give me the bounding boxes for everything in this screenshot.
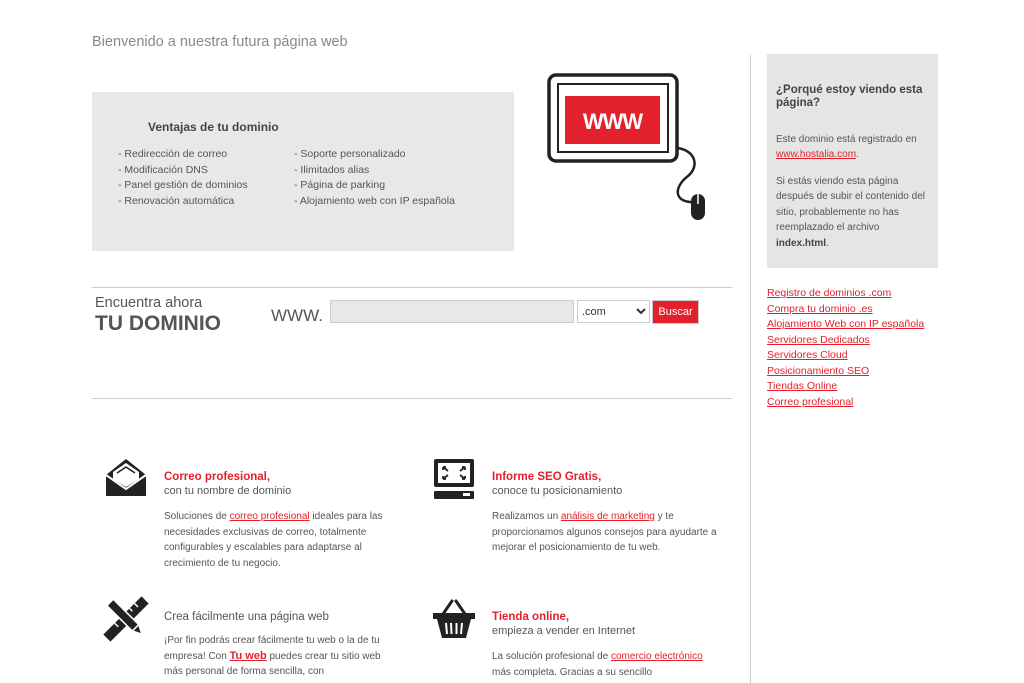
advantage-item: - Modificación DNS [118,163,248,179]
why-info-box [767,54,938,268]
advantage-item: - Alojamiento web con IP española [294,194,455,210]
sidebar-link[interactable]: Correo profesional [767,395,854,408]
welcome-heading: Bienvenido a nuestra futura página web [92,34,348,50]
feature-text: más completa. Gracias a su sencillo [492,666,653,678]
domain-search-input[interactable] [330,300,574,323]
sidebar-link-item [767,364,924,380]
search-headline: TU DOMINIO [95,312,221,335]
feature-text: Realizamos un [492,511,561,522]
feature-seo-title: Informe SEO Gratis, [492,471,602,483]
tld-select[interactable] [577,300,650,323]
sidebar-link[interactable]: Alojamiento Web con IP española [767,318,925,330]
sidebar-link-item [767,348,924,364]
advantage-item: - Renovación automática [118,194,248,210]
sidebar-link[interactable]: Servidores Cloud [767,349,848,361]
divider [92,287,732,288]
seo-link[interactable]: análisis de marketing [560,511,655,522]
why-text: . [856,149,859,160]
search-button[interactable]: Buscar [652,300,699,324]
why-paragraph-registered [776,132,934,162]
sidebar-link[interactable]: Tiendas Online [767,380,838,392]
sidebar-link-item [767,395,924,411]
sidebar-link[interactable]: Posicionamiento SEO [767,364,870,377]
divider [92,398,732,399]
index-file-name: index.html [776,237,827,249]
sidebar-link-item [767,317,924,333]
why-paragraph-index [776,174,934,251]
monitor-www-icon [545,72,705,224]
sidebar-link-item [767,302,924,318]
hostalia-link[interactable]: www.hostalia.com [776,149,857,160]
advantage-item: - Panel gestión de dominios [118,178,248,194]
shopping-basket-icon [431,596,477,642]
feature-shop-subtitle: empieza a vender en Internet [492,625,636,637]
why-text: Si estás viendo esta página después de subir el contenido del sitio, probablemente no has reemplazado el archivo [776,176,925,234]
sidebar-divider [750,55,751,683]
envelope-icon [103,456,149,502]
feature-text: ¡Por fin podrás crear fácilmente tu web o la de tu empresa! Con [164,635,380,662]
ecommerce-link[interactable]: comercio electrónico [610,651,703,662]
seo-monitor-icon [431,456,477,502]
feature-mail-text [164,509,396,571]
tu-web-link[interactable]: Tu web [229,649,267,662]
feature-text: puedes crear tu sitio web más personal de forma sencilla, con [164,650,381,677]
sidebar-link[interactable]: Servidores Dedicados [767,333,870,346]
advantages-title: Ventajas de tu dominio [148,120,279,134]
sidebar-links [767,286,924,410]
sidebar-link-item [767,379,924,395]
pencil-ruler-icon [103,596,149,642]
feature-shop-text [492,649,724,680]
advantages-box [92,92,514,251]
feature-seo-subtitle: conoce tu posicionamiento [492,485,623,497]
advantage-item: - Ilimitados alias [294,163,455,179]
monitor-screen-text: WWW [582,109,643,134]
advantage-item: - Página de parking [294,178,455,194]
feature-shop-title: Tienda online, [492,611,570,623]
why-text: Este dominio está registrado en [776,134,917,145]
feature-mail-title: Correo profesional, [164,471,271,483]
mail-link[interactable]: correo profesional [229,511,310,522]
why-text: . [826,237,829,249]
feature-mail-subtitle: con tu nombre de dominio [164,485,292,497]
www-prefix-label: WWW. [271,306,323,325]
advantages-list-left [118,147,248,209]
advantage-item: - Soporte personalizado [294,147,455,163]
feature-web-title: Crea fácilmente una página web [164,611,329,623]
feature-text: La solución profesional de [492,651,611,662]
feature-web-text [164,633,396,680]
advantage-item: - Redirección de correo [118,147,248,163]
feature-text: y te proporcionamos algunos consejos para ayudarte a mejorar el posicionamiento de tu web. [492,511,717,553]
sidebar-link-item [767,286,924,302]
sidebar-link[interactable]: Compra tu dominio .es [767,302,873,315]
feature-text: ideales para las necesidades exclusivas de correo, totalmente configurables y escalables para adaptarse al crecimiento de tu negocio. [164,511,383,569]
feature-text: Soluciones de [164,511,230,522]
search-lead-text: Encuentra ahora [95,295,203,311]
why-title: ¿Porqué estoy viendo esta página? [776,84,923,109]
sidebar-link[interactable]: Registro de dominios .com [767,287,892,299]
sidebar-link-item [767,333,924,349]
feature-seo-text [492,509,724,556]
advantages-list-right [294,147,455,209]
